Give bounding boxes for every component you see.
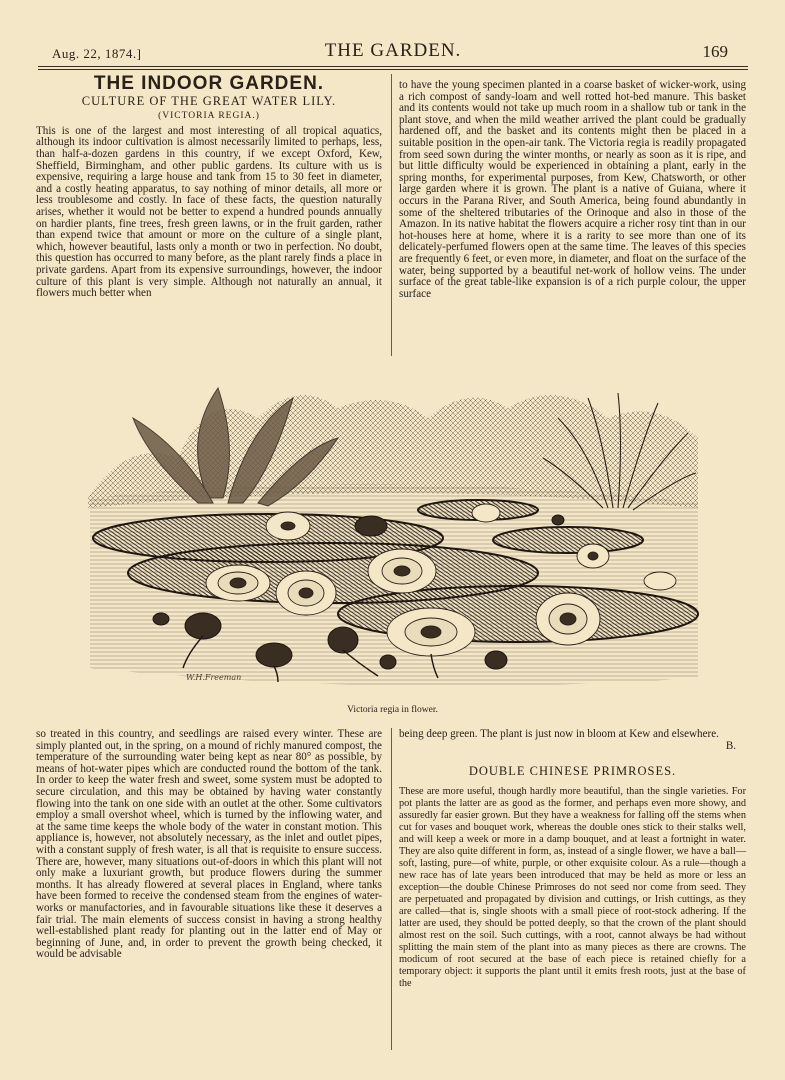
lily-pond-illustration bbox=[88, 378, 700, 690]
figure-caption: Victoria regia in flower. bbox=[347, 705, 438, 715]
engraving-victoria-regia bbox=[88, 378, 700, 690]
header-rule bbox=[38, 66, 748, 67]
column-left-bottom bbox=[36, 729, 382, 961]
column-right-top bbox=[399, 80, 746, 300]
issue-date: Aug. 22, 1874.] bbox=[52, 46, 142, 61]
page-number: 169 bbox=[702, 42, 728, 61]
publication-title: THE GARDEN. bbox=[324, 40, 462, 61]
page-header bbox=[38, 40, 748, 66]
article-title: CULTURE OF THE GREAT WATER LILY. bbox=[81, 93, 337, 108]
author-signature: B. bbox=[725, 739, 736, 752]
article-paragraph: to have the young specimen planted in a coarse basket of wicker-work, using a rich compost of sandy-loam and well rotted hot-bed manure. This basket and its contents would not take up much room in a shallow tub or tank in the plant stove, and when the mild weather arrived the plant could be gradually hardened off, and the basket and its contents might then be placed in a suitable position in the open-air tank. The Victoria regia is readily propagated from seed sown during the winter months, or nearly as soon as it is ripe, and but little difficulty would be experienced in obtaining a plant, early in the spring months, for experimental purposes, from Kew, Chatsworth, or other large garden where it is grown. The plant is a native of Guiana, where it occurs in the Parana River, and South America, being found abundantly in some of the sheltered tributaries of the Orinoque and also in those of the Amazon. In its native habitat the flowers acquire a richer rosy tint than in our hot-houses here at home, where it is a rarity to see more than one of its delicately-perfumed flowers open at the same time. The leaves of this species are frequently 6 feet, or even more, in diameter, and float on the surface of the water, being supported by a beautiful net-work of hollow veins. The under surface of the great table-like expansion is of a rich purple colour, the upper surface bbox=[399, 79, 747, 300]
section-title: THE INDOOR GARDEN. bbox=[93, 73, 325, 94]
svg-text:W.H.Freeman: W.H.Freeman bbox=[186, 673, 242, 682]
column-left-top bbox=[36, 73, 382, 300]
article-paragraph: This is one of the largest and most interesting of all tropical aquatics, although its indoor cultivation is almost necessarily limited to perhaps, less, than half-a-dozen gardens in this country, if we except Oxford, Kew, Sheffield, Birmingham, and other public gardens. Its culture with us is expensive, requiring a large house and tank from 15 to 30 feet in diameter, and a costly heating apparatus, to say nothing of minor details, all more or less troublesome and costly. In face of these facts, the question naturally arises, whether it would not be better to expend a hundred pounds annually on hardier plants, fine trees, fresh green lawns, or in the fruit garden, rather than expend twice that amount or more on the culture of a single plant, which, however beautiful, lasts only a month or two in perfection. No doubt, this question has occurred to many before, as the plant rarely finds a place in private gardens. Apart from its expensive surroundings, however, the indoor culture of this plant is very simple. Although not naturally an annual, it flowers much better when bbox=[36, 124, 382, 300]
header-rule-double bbox=[38, 69, 748, 70]
article-paragraph: These are more useful, though hardly more beautiful, than the single varieties. For pot plants the latter are as good as the former, and perhaps even more showy, and assuredly far easier grown. But they have a weakness for falling off the stems when cut for vases and bouquet work, whereas the double ones stick to their stalks well, and will keep a week or more in a damp bouquet, and at least a fortnight in water. They are also quite different in form, as, instead of a single flower, we have a ball—soft, lasting, pure—of white, purple, or other exquisite colour. As a rule—though a new race has of late years been introduced that may be held as more or less an exception—the double Chinese Primroses do not seed nor come from seed. They are perpetuated and propagated by division and cuttings, or Irish cuttings, as they are called—that is, single shoots with a small piece of root-stock adhering. If the latter are used, they should be potted deeply, so that the crown of the plant should almost rest on the soil. Such cuttings, with a root, cannot always be had without splitting the main stem of the plant into as many pieces as there are crowns. The modicum of root secured at the base of each piece is retained chiefly for a temporary object: it supports the plant until it emits fresh roots, just at the base of the bbox=[399, 785, 746, 989]
article-subtitle: (VICTORIA REGIA.) bbox=[158, 111, 260, 122]
column-right-bottom bbox=[399, 729, 746, 990]
article-paragraph: so treated in this country, and seedlings are raised every winter. These are simply planted out, in the spring, on a mound of richly manured compost, the temperature of the surrounding water being kept as near 80° as possible, by means of hot-water pipes which are conducted round the bottom of the tank. In order to keep the water fresh and sweet, some system must be adopted to secure circulation, and this may be obtained by having water constantly flowing into the tank on one side with an outlet at the other. Some cultivators employ a small overshot wheel, which is turned by the inflowing water, and at the same time keeps the whole body of the water in constant motion. This appliance is, however, not absolutely necessary, as the inlet and outlet pipes, with a constant supply of fresh water, is all that is requisite to ensure success. There are, however, many situations out-of-doors in which this plant will not only make a luxuriant growth, but produce flowers during the summer months. It has already flowered at several places in England, where tanks have been formed to receive the condensed steam from the engines of water-works or manufactories, and in favourable situations like these it deserves a fair trial. The main elements of success consist in having a strong healthy well-established plant ready for planting out in the latter end of May or beginning of June, and, in order to prevent the growth being checked, it would be advisable bbox=[36, 728, 382, 961]
article-paragraph: being deep green. The plant is just now in bloom at Kew and elsewhere. bbox=[399, 728, 719, 740]
article-title-primroses: DOUBLE CHINESE PRIMROSES. bbox=[468, 764, 677, 779]
column-divider-bottom bbox=[391, 728, 392, 1050]
column-divider-top bbox=[391, 74, 392, 356]
